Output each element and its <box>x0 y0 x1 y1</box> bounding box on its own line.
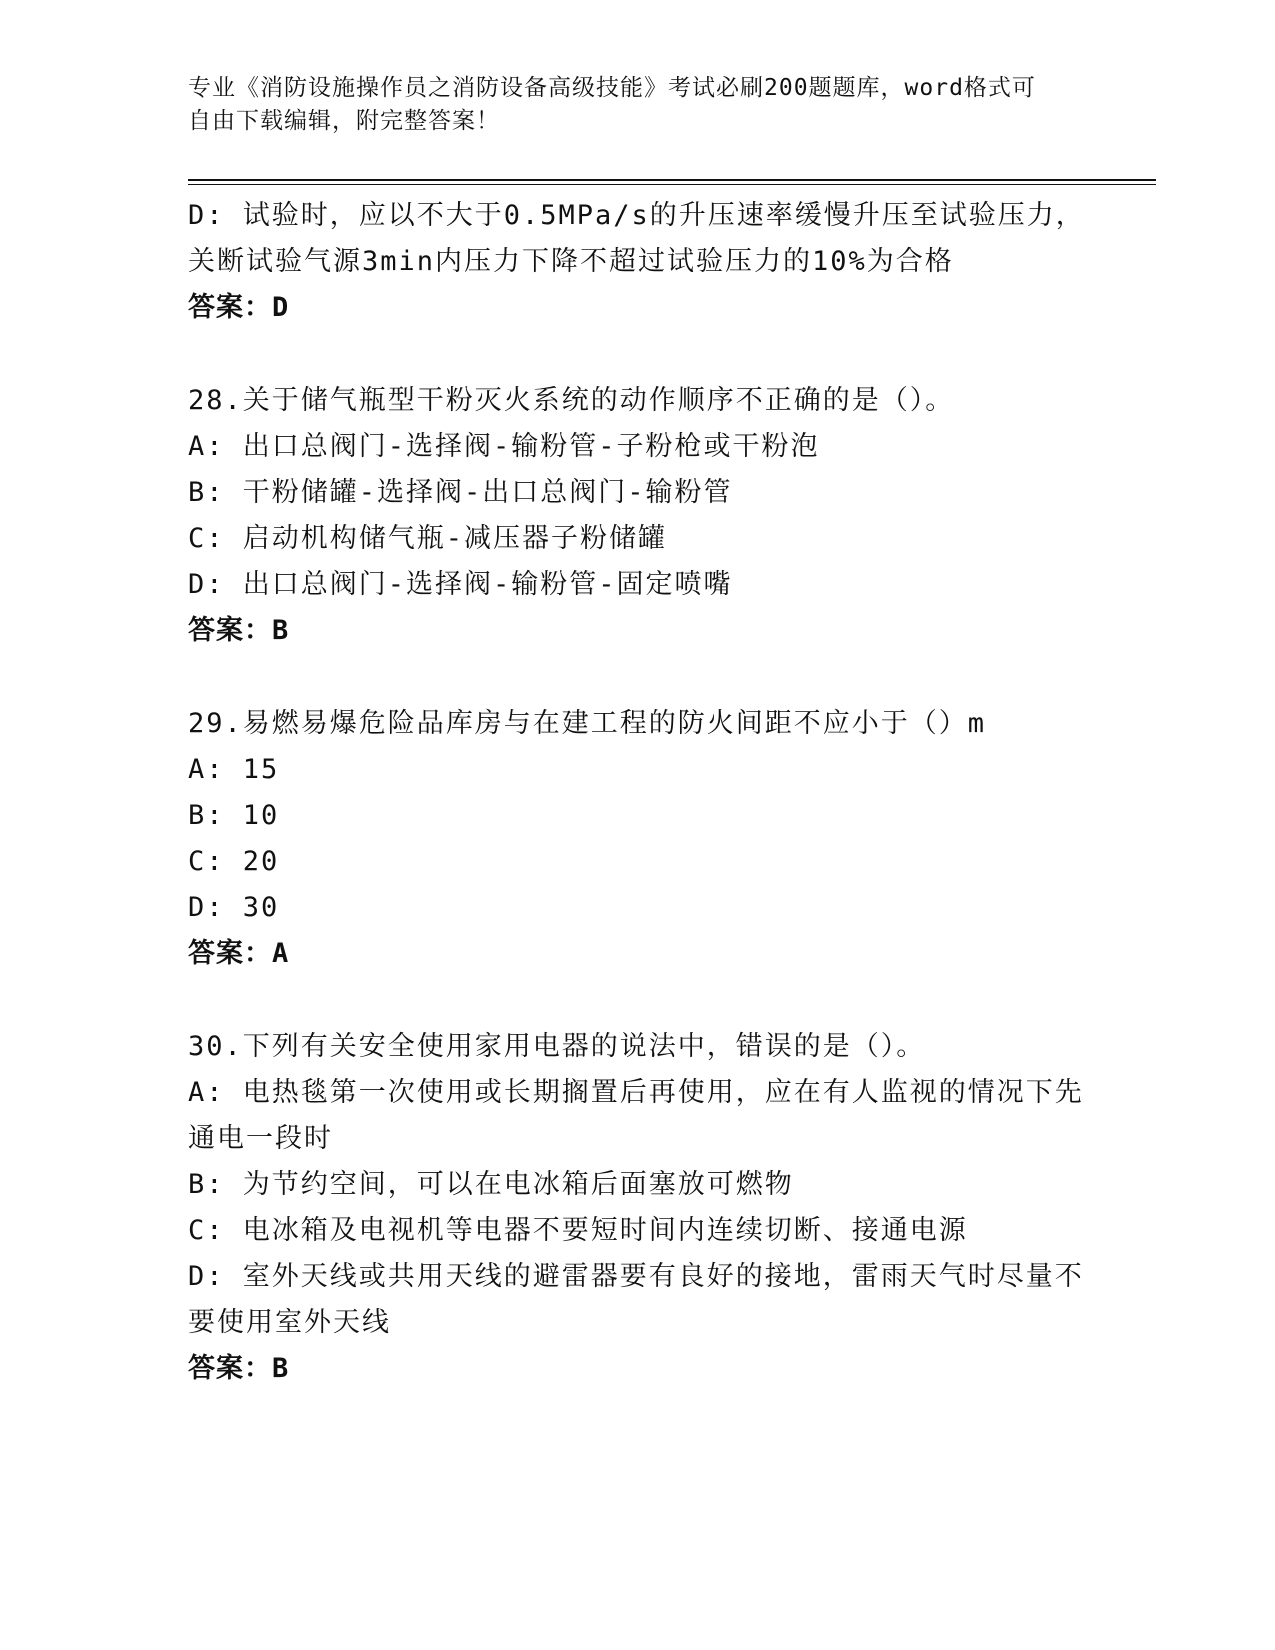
option-b: B: 干粉储罐-选择阀-出口总阀门-输粉管 <box>188 477 733 508</box>
option-a: A: 出口总阀门-选择阀-输粉管-子粉枪或干粉泡 <box>188 431 820 462</box>
question-stem: 28.关于储气瓶型干粉灭火系统的动作顺序不正确的是（）。 <box>188 385 955 416</box>
option-c: C: 电冰箱及电视机等电器不要短时间内连续切断、接通电源 <box>188 1215 968 1246</box>
option-d-line-2: 关断试验气源3min内压力下降不超过试验压力的10%为合格 <box>188 246 954 277</box>
header-rule-thick <box>188 179 1156 181</box>
option-d-continued: 要使用室外天线 <box>188 1307 391 1338</box>
header-line-2: 自由下载编辑，附完整答案！ <box>188 108 500 134</box>
spacer <box>188 331 1088 378</box>
question-30 <box>188 1024 1088 1392</box>
page-header <box>188 72 1088 138</box>
option-c: C: 20 <box>188 846 280 877</box>
header-line-1: 专业《消防设施操作员之消防设备高级技能》考试必刷200题题库，word格式可 <box>188 75 1036 101</box>
option-b: B: 10 <box>188 800 280 831</box>
spacer <box>188 977 1088 1024</box>
option-d: D: 出口总阀门-选择阀-输粉管-固定喷嘴 <box>188 569 733 600</box>
option-a-continued: 通电一段时 <box>188 1123 333 1154</box>
option-d-line-1: D: 试验时，应以不大于0.5MPa/s的升压速率缓慢升压至试验压力， <box>188 200 1085 231</box>
question-28 <box>188 378 1088 654</box>
option-c: C: 启动机构储气瓶-减压器子粉储罐 <box>188 523 668 554</box>
option-b: B: 为节约空间，可以在电冰箱后面塞放可燃物 <box>188 1169 794 1200</box>
answer-27: 答案：D <box>188 292 290 323</box>
answer-29: 答案：A <box>188 938 290 969</box>
document-body <box>188 193 1088 1392</box>
header-rule-thin <box>188 184 1156 185</box>
answer-30: 答案：B <box>188 1353 290 1384</box>
option-a: A: 电热毯第一次使用或长期搁置后再使用，应在有人监视的情况下先 <box>188 1077 1084 1108</box>
question-27-continued <box>188 193 1088 331</box>
option-d: D: 室外天线或共用天线的避雷器要有良好的接地，雷雨天气时尽量不 <box>188 1261 1084 1292</box>
question-stem: 30.下列有关安全使用家用电器的说法中，错误的是（）。 <box>188 1031 926 1062</box>
option-d: D: 30 <box>188 892 280 923</box>
question-29 <box>188 701 1088 977</box>
spacer <box>188 654 1088 701</box>
question-stem: 29.易燃易爆危险品库房与在建工程的防火间距不应小于（）m <box>188 708 987 739</box>
answer-28: 答案：B <box>188 615 290 646</box>
option-a: A: 15 <box>188 754 280 785</box>
